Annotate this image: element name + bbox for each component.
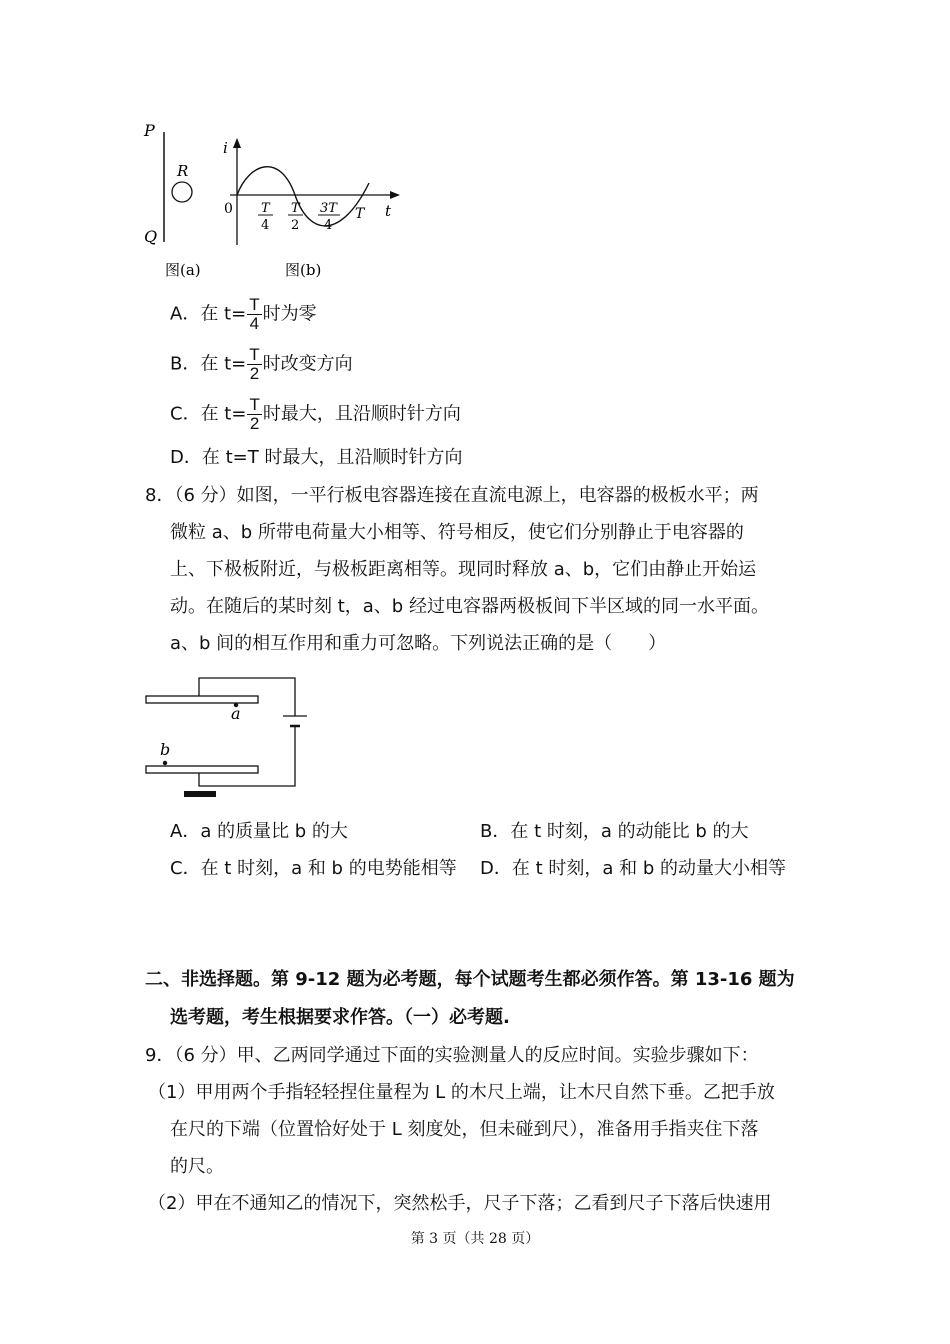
t-axis-arrow <box>390 191 400 199</box>
tick-3T4-den: 4 <box>324 218 333 233</box>
q7-option-b: B．在 t= $\frac{T}{2}$ 时改变方向 <box>170 345 353 383</box>
q9-line-2: （1）甲用两个手指轻轻捏住量程为 L 的木尺上端，让木尺自然下垂。乙把手放 <box>148 1082 775 1103</box>
tick-T2-num: T <box>291 201 300 216</box>
label-P: P <box>144 121 155 140</box>
q8-line-5: a、b 间的相互作用和重力可忽略。下列说法正确的是（ ） <box>170 633 667 654</box>
q8-line-4: 动。在随后的某时刻 t，a、b 经过电容器两极板间下半区域的同一水平面。 <box>170 596 769 617</box>
axis-i-label: i <box>223 139 228 157</box>
section2-heading-line1: 二、非选择题。第 9-12 题为必考题，每个试题考生都必须作答。第 13-16 题为 <box>145 969 795 990</box>
q8-line-3: 上、下极板附近，与极板距离相等。现同时释放 a、b，它们由静止开始运 <box>170 559 757 580</box>
caption-b: 图(b) <box>285 261 322 279</box>
lower-plate <box>146 766 258 773</box>
q9-line-1: 9．（6 分）甲、乙两同学通过下面的实验测量人的反应时间。实验步骤如下： <box>145 1045 759 1066</box>
tick-T: T <box>355 206 365 222</box>
tick-T2-den: 2 <box>291 218 300 233</box>
label-R: R <box>177 162 189 180</box>
section2-heading-line2: 选考题，考生根据要求作答。（一）必考题. <box>170 1007 510 1028</box>
label-a: a <box>231 704 241 723</box>
q9-line-4: 的尺。 <box>170 1156 224 1177</box>
particle-b <box>163 761 167 765</box>
q8-line-2: 微粒 a、b 所带电荷量大小相等、符号相反，使它们分别静止于电容器的 <box>170 522 744 543</box>
figure-top <box>130 120 420 290</box>
origin-label: 0 <box>224 201 233 217</box>
q7-option-c: C．在 t= $\frac{T}{2}$ 时最大，且沿顺时针方向 <box>170 395 461 433</box>
q8-option-d: D．在 t 时刻，a 和 b 的动量大小相等 <box>480 858 786 879</box>
i-axis-arrow <box>233 138 241 148</box>
wire-bottom <box>199 726 295 786</box>
current-curve <box>237 167 369 226</box>
q7-option-a: A．在 t= $\frac{T}{4}$ 时为零 <box>170 295 317 333</box>
caption-a: 图(a) <box>165 261 201 279</box>
q7-option-d: D．在 t=T 时最大，且沿顺时针方向 <box>170 447 463 468</box>
q8-line-1: 8．（6 分）如图，一平行板电容器连接在直流电源上，电容器的极板水平；两 <box>145 485 759 506</box>
q9-line-3: 在尺的下端（位置恰好处于 L 刻度处，但未碰到尺），准备用手指夹住下落 <box>170 1119 759 1140</box>
tick-3T4-num: 3T <box>320 201 337 216</box>
q8-option-b: B．在 t 时刻，a 的动能比 b 的大 <box>480 821 749 842</box>
ground <box>184 791 216 797</box>
label-b: b <box>160 740 171 759</box>
q8-option-c: C．在 t 时刻，a 和 b 的电势能相等 <box>170 858 457 879</box>
axis-t-label: t <box>385 202 392 220</box>
page-footer: 第 3 页（共 28 页） <box>410 1231 540 1247</box>
tick-T4-den: 4 <box>261 218 270 233</box>
q8-option-a: A．a 的质量比 b 的大 <box>170 821 348 842</box>
capacitor-figure <box>140 672 320 802</box>
tick-T4-num: T <box>261 201 270 216</box>
upper-plate <box>146 696 258 703</box>
label-Q: Q <box>144 227 158 246</box>
q9-line-5: （2）甲在不通知乙的情况下，突然松手，尺子下落；乙看到尺子下落后快速用 <box>148 1193 772 1214</box>
ring-R <box>172 182 192 202</box>
